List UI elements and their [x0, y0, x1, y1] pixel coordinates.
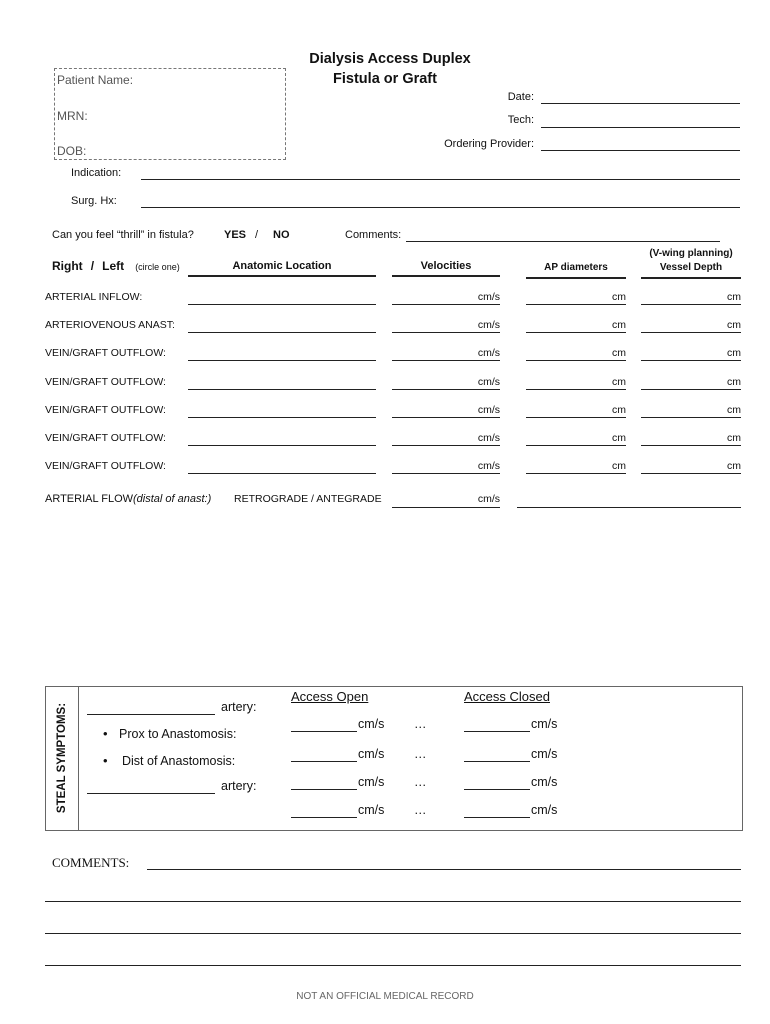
- col-vessel-depth: Vessel Depth: [659, 262, 723, 273]
- side-selector[interactable]: [52, 259, 180, 273]
- row-velocity-field[interactable]: [392, 332, 500, 333]
- surgical-history-field[interactable]: [141, 207, 740, 208]
- steal-separator: …: [414, 803, 427, 817]
- row-label: VEIN/GRAFT OUTFLOW:: [45, 376, 166, 388]
- steal-closed-unit: cm/s: [531, 747, 558, 761]
- steal-artery-name-field[interactable]: [87, 793, 215, 794]
- tech-field[interactable]: [541, 127, 740, 128]
- col-velocities: Velocities: [420, 260, 472, 272]
- comments-label: COMMENTS:: [52, 855, 130, 870]
- steal-open-unit: cm/s: [358, 803, 385, 817]
- row-velocity-field[interactable]: [392, 360, 500, 361]
- row-velocity-unit: cm/s: [477, 319, 500, 331]
- row-location-field[interactable]: [188, 389, 376, 390]
- ordering-provider-label: Ordering Provider:: [444, 138, 534, 150]
- row-label: VEIN/GRAFT OUTFLOW:: [45, 460, 166, 472]
- steal-closed-unit: cm/s: [531, 803, 558, 817]
- steal-row-label: artery:: [221, 700, 257, 714]
- ordering-provider-field[interactable]: [541, 150, 740, 151]
- steal-closed-field[interactable]: [464, 817, 530, 818]
- row-ap-unit: cm: [612, 404, 626, 416]
- steal-row-label: artery:: [221, 779, 257, 793]
- steal-side-panel: [46, 687, 79, 830]
- col-anatomic-location: Anatomic Location: [232, 260, 332, 272]
- row-ap-field[interactable]: [526, 473, 626, 474]
- row-ap-unit: cm: [612, 376, 626, 388]
- steal-closed-field[interactable]: [464, 761, 530, 762]
- row-depth-unit: cm: [727, 376, 741, 388]
- thrill-slash: /: [255, 229, 259, 241]
- access-closed-header: Access Closed: [464, 689, 550, 704]
- mrn-label: MRN:: [57, 109, 88, 123]
- row-depth-field[interactable]: [641, 360, 741, 361]
- side-slash: /: [90, 259, 95, 273]
- steal-open-unit: cm/s: [358, 747, 385, 761]
- row-ap-unit: cm: [612, 291, 626, 303]
- arterial-flow-label: ARTERIAL FLOW: [45, 493, 134, 505]
- steal-open-unit: cm/s: [358, 717, 385, 731]
- thrill-comments-field[interactable]: [406, 241, 720, 242]
- arterial-flow-unit: cm/s: [477, 493, 500, 505]
- steal-open-unit: cm/s: [358, 775, 385, 789]
- bullet-icon: •: [103, 726, 108, 741]
- row-location-field[interactable]: [188, 332, 376, 333]
- row-location-field[interactable]: [188, 304, 376, 305]
- steal-closed-field[interactable]: [464, 789, 530, 790]
- steal-open-field[interactable]: [291, 761, 357, 762]
- row-location-field[interactable]: [188, 417, 376, 418]
- steal-open-field[interactable]: [291, 731, 357, 732]
- row-velocity-field[interactable]: [392, 445, 500, 446]
- row-velocity-unit: cm/s: [477, 291, 500, 303]
- dob-label: DOB:: [57, 144, 87, 158]
- row-depth-unit: cm: [727, 404, 741, 416]
- row-ap-field[interactable]: [526, 332, 626, 333]
- col-ap-diameters-underline: [526, 277, 626, 279]
- row-velocity-unit: cm/s: [477, 347, 500, 359]
- steal-closed-field[interactable]: [464, 731, 530, 732]
- steal-open-field[interactable]: [291, 817, 357, 818]
- row-velocity-field[interactable]: [392, 417, 500, 418]
- col-anatomic-location-underline: [188, 275, 376, 277]
- row-depth-unit: cm: [727, 432, 741, 444]
- row-depth-unit: cm: [727, 291, 741, 303]
- comments-line-3[interactable]: [45, 933, 741, 934]
- comments-line-2[interactable]: [45, 901, 741, 902]
- arterial-flow-velocity-field[interactable]: [392, 507, 500, 508]
- form-title-line-2: Fistula or Graft: [333, 71, 437, 87]
- thrill-yes-option[interactable]: YES: [224, 229, 247, 241]
- steal-open-field[interactable]: [291, 789, 357, 790]
- surgical-history-label: Surg. Hx:: [71, 195, 117, 207]
- col-velocities-underline: [392, 275, 500, 277]
- row-depth-field[interactable]: [641, 332, 741, 333]
- row-depth-field[interactable]: [641, 389, 741, 390]
- row-ap-field[interactable]: [526, 360, 626, 361]
- row-label: VEIN/GRAFT OUTFLOW:: [45, 347, 166, 359]
- arterial-flow-notes-field[interactable]: [517, 507, 741, 508]
- row-velocity-unit: cm/s: [477, 432, 500, 444]
- thrill-comments-label: Comments:: [345, 229, 402, 241]
- indication-field[interactable]: [141, 179, 740, 180]
- tech-label: Tech:: [507, 114, 534, 126]
- row-label: VEIN/GRAFT OUTFLOW:: [45, 404, 166, 416]
- access-open-header: Access Open: [291, 689, 369, 704]
- row-ap-field[interactable]: [526, 304, 626, 305]
- steal-row-label: Dist of Anastomosis:: [122, 754, 236, 768]
- row-label: VEIN/GRAFT OUTFLOW:: [45, 432, 166, 444]
- thrill-question: Can you feel “thrill” in fistula?: [52, 229, 194, 241]
- side-left-option[interactable]: Left: [102, 259, 125, 273]
- row-location-field[interactable]: [188, 445, 376, 446]
- steal-closed-unit: cm/s: [531, 775, 558, 789]
- row-velocity-unit: cm/s: [477, 404, 500, 416]
- row-velocity-unit: cm/s: [477, 376, 500, 388]
- patient-name-label: Patient Name:: [57, 73, 134, 87]
- col-vwing-planning: (V-wing planning): [649, 248, 733, 259]
- row-depth-unit: cm: [727, 347, 741, 359]
- row-velocity-field[interactable]: [392, 304, 500, 305]
- row-ap-unit: cm: [612, 347, 626, 359]
- col-vessel-depth-underline: [641, 277, 741, 279]
- row-depth-field[interactable]: [641, 304, 741, 305]
- steal-closed-unit: cm/s: [531, 717, 558, 731]
- indication-label: Indication:: [71, 167, 122, 179]
- steal-separator: …: [414, 717, 427, 731]
- row-ap-unit: cm: [612, 432, 626, 444]
- date-field[interactable]: [541, 103, 740, 104]
- row-velocity-field[interactable]: [392, 389, 500, 390]
- arterial-flow-note: (distal of anast:): [133, 493, 212, 505]
- side-circle-note: (circle one): [135, 262, 180, 272]
- col-ap-diameters: AP diameters: [544, 262, 608, 273]
- row-ap-field[interactable]: [526, 389, 626, 390]
- comments-line-4[interactable]: [45, 965, 741, 966]
- row-ap-field[interactable]: [526, 445, 626, 446]
- date-label: Date:: [507, 91, 534, 103]
- row-location-field[interactable]: [188, 473, 376, 474]
- row-depth-field[interactable]: [641, 445, 741, 446]
- bullet-icon: •: [103, 753, 108, 768]
- row-depth-field[interactable]: [641, 473, 741, 474]
- steal-separator: …: [414, 775, 427, 789]
- row-ap-unit: cm: [612, 319, 626, 331]
- steal-row-label: Prox to Anastomosis:: [119, 727, 237, 741]
- row-depth-field[interactable]: [641, 417, 741, 418]
- row-label: ARTERIOVENOUS ANAST:: [45, 319, 175, 331]
- row-velocity-unit: cm/s: [477, 460, 500, 472]
- row-depth-unit: cm: [727, 460, 741, 472]
- comments-line-1[interactable]: [147, 869, 741, 870]
- steal-artery-name-field[interactable]: [87, 714, 215, 715]
- arterial-flow-direction-options[interactable]: RETROGRADE / ANTEGRADE: [234, 493, 382, 505]
- thrill-no-option[interactable]: NO: [273, 229, 290, 241]
- side-right-option[interactable]: Right: [52, 259, 83, 273]
- patient-info-box: [54, 68, 286, 160]
- form-title-line-1: Dialysis Access Duplex: [309, 51, 471, 67]
- row-location-field[interactable]: [188, 360, 376, 361]
- row-depth-unit: cm: [727, 319, 741, 331]
- row-velocity-field[interactable]: [392, 473, 500, 474]
- steal-symptoms-label: STEAL SYMPTOMS:: [56, 702, 68, 814]
- row-ap-field[interactable]: [526, 417, 626, 418]
- steal-separator: …: [414, 747, 427, 761]
- disclaimer-footer: NOT AN OFFICIAL MEDICAL RECORD: [296, 991, 474, 1002]
- row-ap-unit: cm: [612, 460, 626, 472]
- row-label: ARTERIAL INFLOW:: [45, 291, 143, 303]
